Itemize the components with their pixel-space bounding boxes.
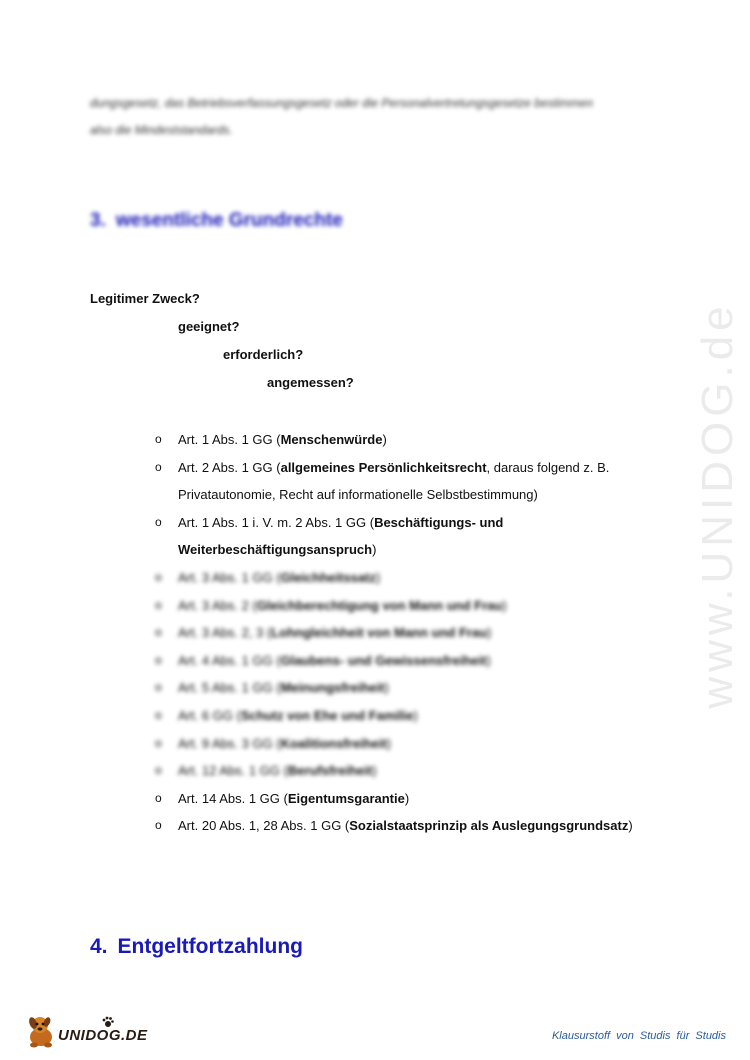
article-reference: Art. 9 Abs. 3 GG (: [178, 735, 281, 751]
list-item: [155, 592, 675, 620]
list-item: [155, 757, 675, 785]
list-item-text: [178, 432, 387, 447]
article-topic: Gleichheitssatz: [280, 569, 376, 585]
bullet-icon: o: [155, 569, 162, 584]
section-4-title: Entgeltfortzahlung: [117, 935, 303, 958]
article-topic: Lohngleichheit von Mann und Frau: [271, 625, 488, 641]
article-topic: Sozialstaatsprinzip als Auslegungsgrundsatz: [349, 818, 629, 834]
list-item-text: [178, 736, 391, 751]
intro-line-2: also die Mindeststandards.: [90, 123, 233, 137]
article-suffix: ): [487, 625, 492, 641]
article-topic: Gleichberechtigung von Mann und Frau: [256, 597, 503, 613]
fundamental-rights-list: [155, 426, 675, 840]
section-4-heading: [90, 935, 303, 959]
section-4-number: 4.: [90, 935, 108, 958]
section-3-title: wesentliche Grundrechte: [115, 210, 343, 231]
list-item-text: [178, 818, 633, 833]
list-item-text: [178, 598, 507, 613]
list-item-text: [178, 460, 609, 503]
article-topic: Glaubens- und Gewissensfreiheit: [280, 652, 487, 668]
list-item-text: [178, 570, 380, 585]
bullet-icon: o: [155, 818, 162, 833]
section-3-number: 3.: [90, 210, 106, 231]
watermark: www.UNIDOG.de: [693, 301, 742, 709]
list-item-text: [178, 791, 409, 806]
article-reference: Art. 14 Abs. 1 GG (: [178, 790, 288, 806]
bullet-icon: o: [155, 790, 162, 805]
article-reference: Art. 2 Abs. 1 GG (: [178, 459, 281, 475]
article-reference: Art. 1 Abs. 1 GG (: [178, 432, 281, 447]
logo-text: UNIDOG.DE: [58, 1027, 148, 1044]
dog-mascot-icon: [24, 1013, 58, 1049]
list-item-text: [178, 708, 418, 723]
list-item-text: [178, 653, 491, 668]
article-reference: Art. 3 Abs. 2 (: [178, 597, 257, 613]
article-topic: Koalitionsfreiheit: [280, 735, 387, 751]
article-reference: Art. 3 Abs. 1 GG (: [178, 569, 281, 585]
article-suffix: ): [384, 680, 389, 696]
article-suffix: ): [502, 597, 507, 613]
bullet-icon: o: [155, 459, 162, 474]
staircase-proportionate: angemessen?: [267, 375, 354, 390]
article-suffix: , daraus folgend z. B. Privatautonomie, Recht auf informationelle Selbstbestimmung): [178, 459, 610, 503]
list-item-text: [178, 680, 389, 695]
bullet-icon: o: [155, 432, 162, 446]
list-item-text: [178, 763, 377, 778]
article-suffix: ): [382, 432, 387, 447]
article-topic: Eigentumsgarantie: [287, 790, 405, 806]
bullet-icon: o: [155, 652, 162, 667]
staircase-suitable: geeignet?: [178, 319, 240, 334]
article-suffix: ): [486, 652, 491, 668]
article-topic: Meinungsfreiheit: [280, 680, 385, 696]
list-item: [155, 812, 675, 840]
list-item-text: [178, 625, 492, 640]
bullet-icon: o: [155, 514, 162, 529]
staircase-necessary: erforderlich?: [223, 347, 304, 362]
list-item: [155, 426, 675, 454]
list-item: [155, 619, 675, 647]
article-reference: Art. 6 GG (: [178, 707, 241, 723]
list-item: [155, 564, 675, 592]
bullet-icon: o: [155, 625, 162, 640]
list-item: [155, 674, 675, 702]
intro-paragraph: [90, 90, 670, 144]
bullet-icon: o: [155, 680, 162, 695]
bullet-icon: o: [155, 707, 162, 722]
article-suffix: ): [375, 569, 381, 585]
article-reference: Art. 5 Abs. 1 GG (: [178, 680, 281, 696]
article-suffix: ): [372, 763, 377, 779]
article-suffix: ): [413, 707, 418, 723]
article-reference: Art. 12 Abs. 1 GG (: [178, 763, 288, 779]
section-3-heading: [90, 210, 343, 232]
article-reference: Art. 3 Abs. 2, 3 (: [178, 625, 272, 641]
article-reference: Art. 4 Abs. 1 GG (: [178, 652, 281, 668]
list-item-text: [178, 515, 503, 558]
footer-logo: [24, 1013, 154, 1053]
list-item: [155, 702, 675, 730]
list-item: [155, 785, 675, 813]
footer-tagline: Klausurstoff von Studis für Studis: [551, 1030, 726, 1042]
intro-line-1: dungsgesetz, das Betriebsverfassungsgesetz oder die Personalvertretungsgesetze bestimmen: [90, 96, 593, 110]
staircase-legitimate-purpose: Legitimer Zweck?: [90, 291, 200, 306]
article-reference: Art. 1 Abs. 1 i. V. m. 2 Abs. 1 GG (: [178, 514, 375, 530]
article-suffix: ): [404, 790, 410, 806]
article-suffix: ): [372, 542, 377, 558]
list-item: [155, 730, 675, 758]
article-suffix: ): [628, 818, 633, 834]
article-topic: Schutz von Ehe und Familie: [240, 707, 414, 723]
article-reference: Art. 20 Abs. 1, 28 Abs. 1 GG (: [178, 818, 350, 834]
article-topic: allgemeines Persönlichkeitsrecht: [280, 459, 487, 475]
list-item: [155, 454, 675, 509]
article-topic: Beschäftigungs- und Weiterbeschäftigungsanspruch: [178, 514, 504, 558]
article-topic: Menschenwürde: [280, 432, 383, 447]
article-topic: Berufsfreiheit: [287, 763, 373, 779]
article-suffix: ): [386, 735, 392, 751]
bullet-icon: o: [155, 597, 162, 612]
list-item: [155, 509, 675, 564]
list-item: [155, 647, 675, 675]
bullet-icon: o: [155, 763, 162, 778]
bullet-icon: o: [155, 735, 162, 750]
